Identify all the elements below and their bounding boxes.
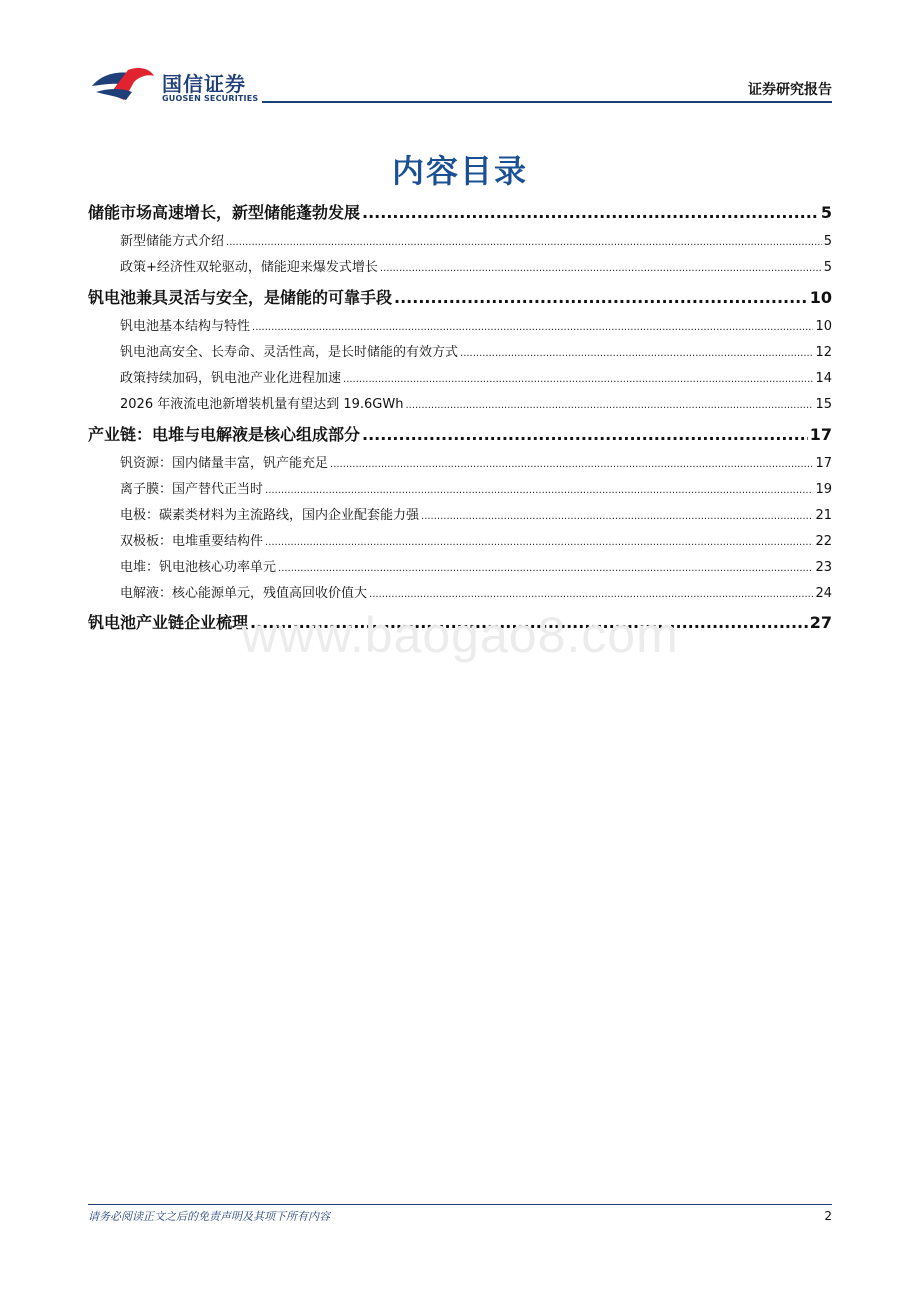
toc-title: 内容目录 — [391, 152, 528, 190]
toc-entry-level2[interactable] — [120, 556, 832, 574]
toc-entry-page: 17 — [815, 456, 832, 471]
toc-entry-title: 2026 年液流电池新增装机量有望达到 19.6GWh — [120, 397, 404, 412]
brand-name-cn: 国信证券 — [162, 72, 246, 96]
toc-entry-title: 钒资源：国内储量丰富，钒产能充足 — [120, 456, 329, 471]
toc-entry-page: 10 — [809, 288, 832, 307]
toc-entry-title: 钒电池高安全、长寿命、灵活性高，是长时储能的有效方式 — [120, 345, 459, 360]
toc-entry-title: 储能市场高速增长，新型储能蓬勃发展 — [88, 203, 361, 222]
toc-leader-dots — [369, 589, 813, 600]
toc-entry-page: 15 — [815, 397, 832, 412]
toc-entry-title: 电解液：核心能源单元，残值高回收价值大 — [120, 586, 368, 601]
toc-leader-dots — [362, 425, 808, 444]
toc-entry-title: 产业链：电堆与电解液是核心组成部分 — [88, 425, 361, 444]
toc-entry-level2[interactable] — [120, 341, 832, 359]
toc-entry-title: 政策+经济性双轮驱动，储能迎来爆发式增长 — [120, 260, 378, 275]
toc-leader-dots — [252, 322, 813, 333]
toc-leader-dots — [265, 485, 813, 496]
toc-entry-level2[interactable] — [120, 582, 832, 600]
toc-leader-dots — [343, 374, 813, 385]
header-divider — [262, 101, 832, 103]
disclaimer-text: 请务必阅读正文之后的免责声明及其项下所有内容 — [88, 1210, 330, 1223]
toc-entry-page: 19 — [815, 482, 832, 497]
toc-entry-page: 14 — [815, 371, 832, 386]
report-type-label: 证券研究报告 — [748, 82, 832, 98]
toc-entry-level2[interactable] — [120, 315, 832, 333]
toc-entry-page: 5 — [823, 260, 832, 275]
toc-entry-level1[interactable] — [88, 422, 832, 444]
toc-entry-title: 钒电池基本结构与特性 — [120, 319, 251, 334]
toc-leader-dots — [460, 348, 813, 359]
toc-entry-title: 新型储能方式介绍 — [120, 234, 225, 249]
toc-entry-level2[interactable] — [120, 256, 832, 274]
page-header — [0, 0, 920, 110]
toc-entry-page: 12 — [815, 345, 832, 360]
toc-entry-level2[interactable] — [120, 478, 832, 496]
toc-entry-level2[interactable] — [120, 504, 832, 522]
brand-name-en: GUOSEN SECURITIES — [162, 94, 259, 103]
toc-entry-title: 双极板：电堆重要结构件 — [120, 534, 264, 549]
toc-entry-level1[interactable] — [88, 200, 832, 222]
toc-entry-page: 27 — [809, 613, 832, 632]
toc-entry-title: 政策持续加码，钒电池产业化进程加速 — [120, 371, 342, 386]
toc-entry-page: 5 — [823, 234, 832, 249]
toc-entry-page: 5 — [820, 203, 832, 222]
toc-leader-dots — [226, 237, 822, 248]
toc-entry-page: 22 — [815, 534, 832, 549]
toc-leader-dots — [421, 511, 813, 522]
toc-leader-dots — [265, 537, 813, 548]
toc-entry-title: 钒电池产业链企业梳理 — [88, 613, 249, 632]
toc-leader-dots — [380, 263, 822, 274]
toc-leader-dots — [362, 203, 819, 222]
watermark: www.baogao8.com — [241, 607, 679, 663]
toc-entry-title: 电堆：钒电池核心功率单元 — [120, 560, 277, 575]
footer-divider — [88, 1204, 832, 1205]
toc-entry-level2[interactable] — [120, 452, 832, 470]
toc-leader-dots — [330, 459, 813, 470]
toc-entry-page: 23 — [815, 560, 832, 575]
toc-leader-dots — [405, 400, 813, 411]
toc-entry-level2[interactable] — [120, 530, 832, 548]
toc-entry-title: 钒电池兼具灵活与安全，是储能的可靠手段 — [88, 288, 393, 307]
toc-leader-dots — [278, 563, 813, 574]
toc-entry-level1[interactable] — [88, 285, 832, 307]
toc-entry-level2[interactable] — [120, 393, 832, 411]
toc-leader-dots — [394, 288, 808, 307]
toc-entry-page: 24 — [815, 586, 832, 601]
toc-entry-level2[interactable] — [120, 367, 832, 385]
toc-entry-level2[interactable] — [120, 230, 832, 248]
guosen-logo-icon — [88, 64, 158, 104]
page-number: 2 — [824, 1209, 832, 1223]
toc-entry-title: 电极：碳素类材料为主流路线，国内企业配套能力强 — [120, 508, 420, 523]
toc-entry-title: 离子膜：国产替代正当时 — [120, 482, 264, 497]
toc-entry-page: 17 — [809, 425, 832, 444]
toc-entry-page: 10 — [815, 319, 832, 334]
toc-entry-page: 21 — [815, 508, 832, 523]
